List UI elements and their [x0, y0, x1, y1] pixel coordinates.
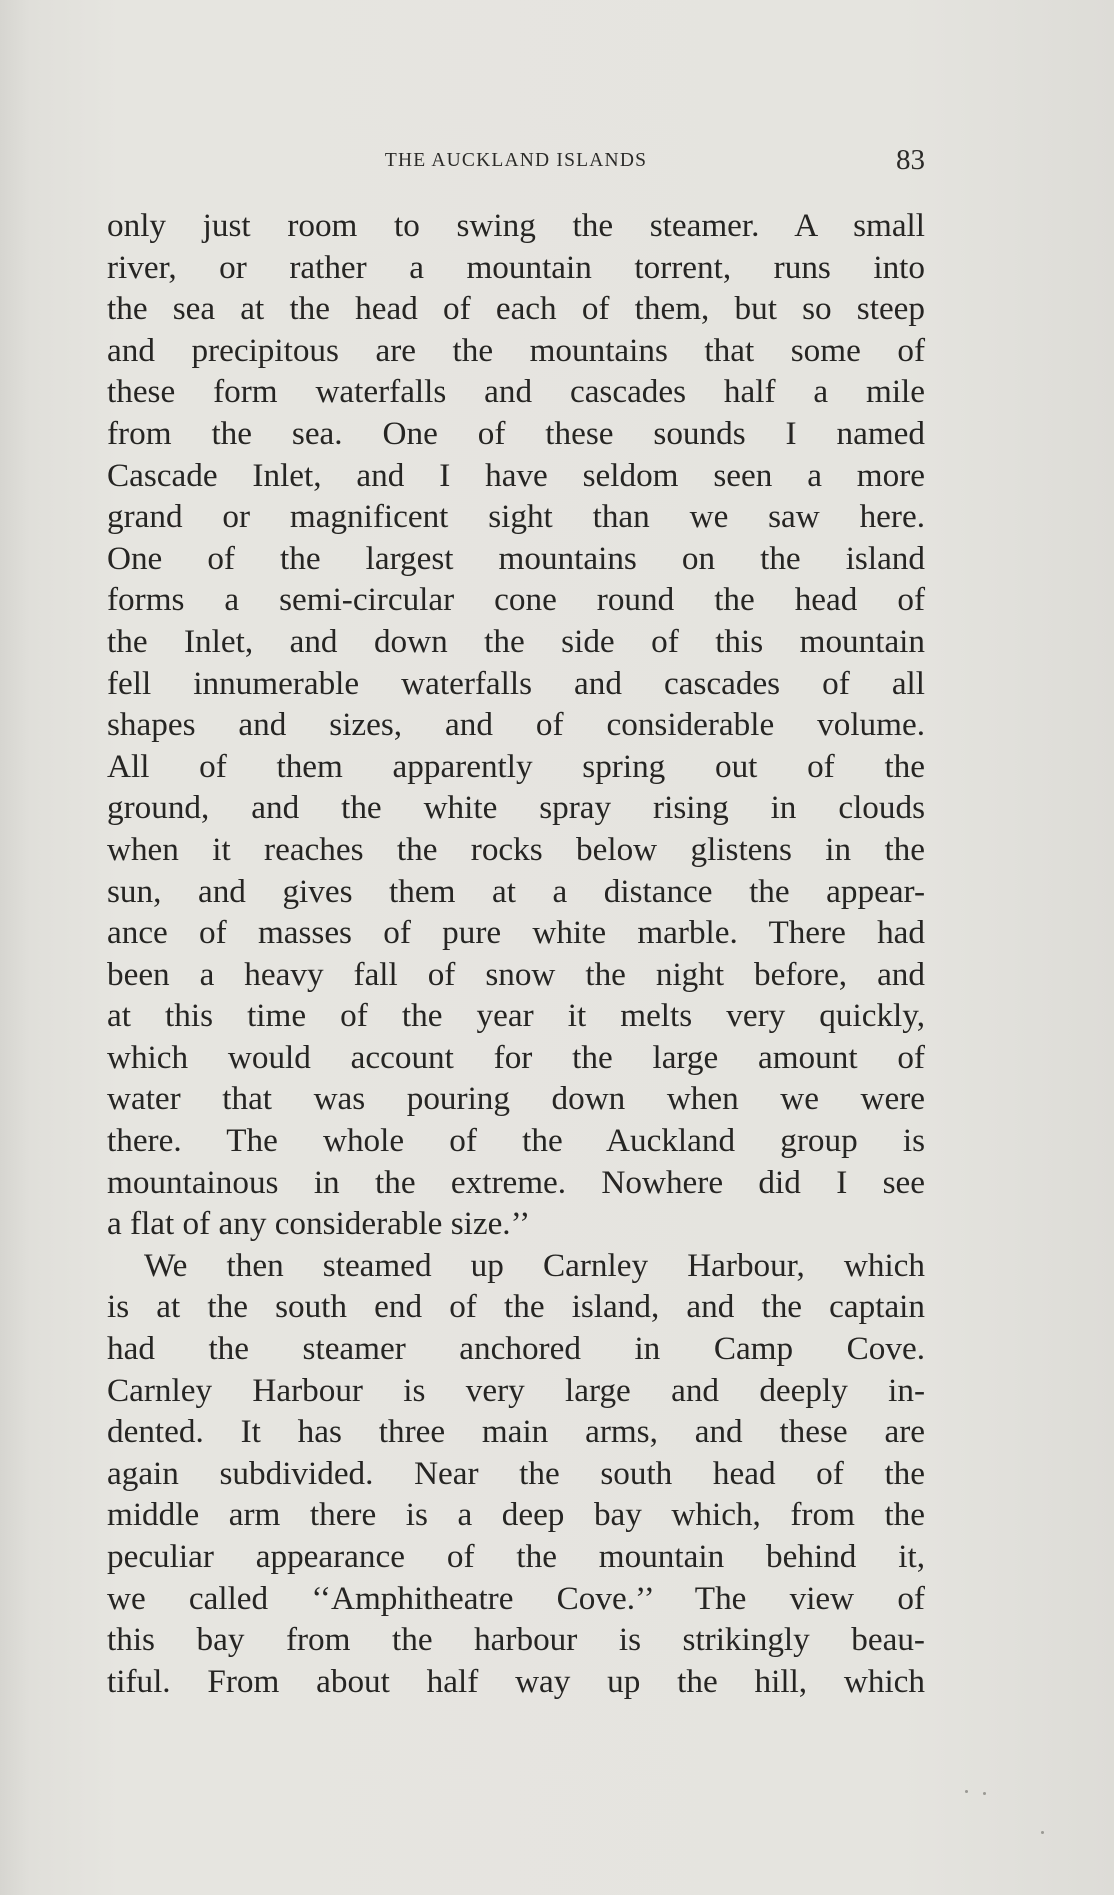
text-line: these form waterfalls and cascades half a mile [107, 373, 925, 411]
text-line: ance of masses of pure white marble. There had [107, 914, 925, 952]
body-text [107, 205, 925, 1702]
text-line: river, or rather a mountain torrent, runs into [107, 248, 925, 286]
paragraph-first-line: We then steamed up Carnley Harbour, which [144, 1246, 925, 1284]
paper-speck [1041, 1831, 1044, 1834]
text-line: All of them apparently spring out of the [107, 747, 925, 785]
paper-speck [965, 1790, 968, 1793]
text-line: is at the south end of the island, and the captain [107, 1288, 925, 1326]
paper-speck [983, 1792, 986, 1795]
paragraph-last-line: a flat of any considerable size.’’ [107, 1205, 531, 1243]
text-line: which would account for the large amount of [107, 1038, 925, 1076]
text-line: we called ‘‘Amphitheatre Cove.’’ The view of [107, 1579, 925, 1617]
text-line: shapes and sizes, and of considerable volume. [107, 706, 925, 744]
text-line: the Inlet, and down the side of this mountain [107, 622, 925, 660]
text-line: tiful. From about half way up the hill, which [107, 1662, 925, 1700]
text-line: Carnley Harbour is very large and deeply in- [107, 1371, 925, 1409]
text-line: been a heavy fall of snow the night before, and [107, 955, 925, 993]
text-line: fell innumerable waterfalls and cascades of all [107, 664, 925, 702]
text-line: this bay from the harbour is strikingly beau- [107, 1621, 925, 1659]
text-line: forms a semi-circular cone round the head of [107, 581, 925, 619]
text-line: water that was pouring down when we were [107, 1080, 925, 1118]
text-line: only just room to swing the steamer. A small [107, 207, 925, 244]
text-line: from the sea. One of these sounds I named [107, 414, 925, 452]
text-line: there. The whole of the Auckland group is [107, 1122, 925, 1160]
text-line: had the steamer anchored in Camp Cove. [107, 1330, 925, 1368]
text-line: dented. It has three main arms, and these are [107, 1413, 925, 1451]
text-line: mountainous in the extreme. Nowhere did I see [107, 1163, 925, 1201]
text-line: the sea at the head of each of them, but so steep [107, 290, 925, 328]
text-line: at this time of the year it melts very quickly, [107, 997, 925, 1035]
text-line: One of the largest mountains on the island [107, 539, 925, 577]
text-line: middle arm there is a deep bay which, from the [107, 1496, 925, 1534]
text-line: peculiar appearance of the mountain behind it, [107, 1538, 925, 1575]
text-line: grand or magnificent sight than we saw here. [107, 498, 925, 536]
text-line: ground, and the white spray rising in clouds [107, 789, 925, 827]
page-number: 83 [896, 144, 925, 176]
text-line: and precipitous are the mountains that some of [107, 331, 925, 369]
running-title: THE AUCKLAND ISLANDS [384, 150, 648, 171]
running-head [107, 144, 925, 178]
text-line: Cascade Inlet, and I have seldom seen a more [107, 456, 925, 494]
text-line: again subdivided. Near the south head of the [107, 1454, 925, 1492]
text-line: when it reaches the rocks below glistens in the [107, 830, 925, 868]
text-line: sun, and gives them at a distance the appear- [107, 872, 925, 910]
